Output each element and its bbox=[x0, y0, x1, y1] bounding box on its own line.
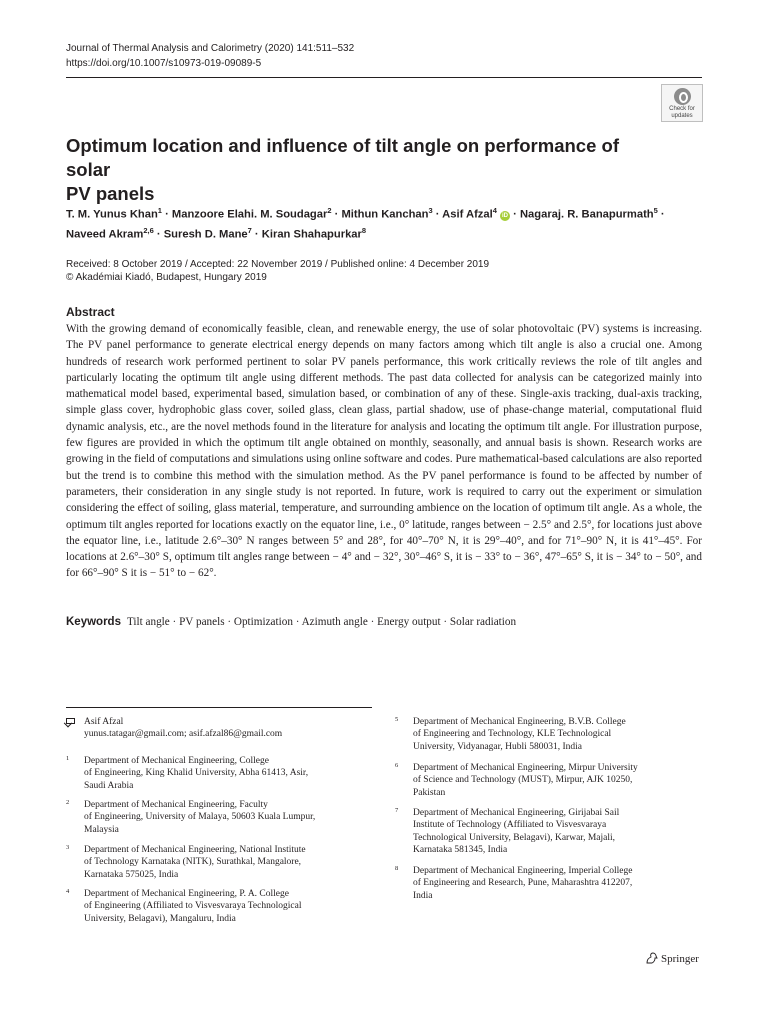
affiliation-line: Department of Mechanical Engineering, B.V.B. College bbox=[413, 717, 626, 727]
springer-horse-icon bbox=[645, 952, 658, 964]
affiliation-5 bbox=[395, 716, 695, 756]
affiliation-line: of Engineering, University of Malaya, 50603 Kuala Lumpur, bbox=[84, 812, 316, 823]
affiliation-number: 3 bbox=[66, 844, 70, 851]
affiliation-line: Department of Mechanical Engineering, P. A. College bbox=[84, 889, 289, 899]
affiliation-line: India bbox=[413, 890, 433, 901]
author-separator: · bbox=[657, 208, 665, 221]
affiliation-number: 6 bbox=[395, 762, 399, 769]
journal-citation: Journal of Thermal Analysis and Calorimetry (2020) 141:511–532 bbox=[66, 43, 355, 54]
footnote-rule bbox=[66, 707, 372, 708]
affiliation-line: Department of Mechanical Engineering, Girijabai Sail bbox=[413, 808, 620, 818]
author-separator: · bbox=[251, 228, 262, 241]
publisher-logo bbox=[645, 952, 699, 966]
affiliation-line: Technological University, Belagavi), Karwar, Majali, bbox=[413, 832, 615, 843]
affiliation-line: Karnataka 575025, India bbox=[84, 869, 179, 880]
author-affil: 7 bbox=[247, 225, 252, 235]
affiliation-line: Department of Mechanical Engineering, Imperial College bbox=[413, 866, 633, 876]
author-name: Suresh D. Mane bbox=[163, 228, 248, 241]
publication-dates bbox=[66, 258, 489, 284]
affiliation-line: Saudi Arabia bbox=[84, 780, 134, 791]
crossmark-badge[interactable] bbox=[661, 84, 703, 122]
affiliation-line: Institute of Technology (Affiliated to Visvesvaraya bbox=[413, 820, 607, 831]
affiliation-number: 8 bbox=[395, 865, 399, 872]
orcid-icon[interactable]: iD bbox=[502, 212, 509, 219]
author-separator: · bbox=[161, 208, 172, 221]
author-name: Asif Afzal bbox=[442, 208, 493, 221]
author-affil: 2,6 bbox=[143, 225, 154, 235]
author-line-2 bbox=[66, 223, 706, 243]
affiliation-line: Department of Mechanical Engineering, Faculty bbox=[84, 800, 268, 810]
affiliation-2 bbox=[66, 799, 366, 839]
paper-title bbox=[66, 134, 666, 206]
affiliation-line: Department of Mechanical Engineering, National Institute bbox=[84, 845, 306, 855]
affiliation-3 bbox=[66, 844, 366, 884]
affiliation-line: Department of Mechanical Engineering, College bbox=[84, 756, 269, 766]
affiliation-number: 2 bbox=[66, 799, 70, 806]
author-separator: · bbox=[153, 228, 164, 241]
affiliation-line: of Engineering and Research, Pune, Maharashtra 412207, bbox=[413, 878, 633, 889]
affiliation-number: 7 bbox=[395, 807, 399, 814]
author-name: T. M. Yunus Khan bbox=[66, 208, 158, 221]
affiliation-number: 1 bbox=[66, 755, 70, 762]
author-affil: 1 bbox=[157, 206, 162, 215]
copyright-line: © Akadémiai Kiadó, Budapest, Hungary 2019 bbox=[66, 272, 267, 283]
abstract-heading: Abstract bbox=[66, 305, 115, 319]
affiliation-line: of Engineering (Affiliated to Visvesvaraya Technological bbox=[84, 901, 302, 912]
author-affil: 3 bbox=[428, 206, 433, 215]
keywords-heading: Keywords bbox=[66, 616, 121, 628]
author-affil: 2 bbox=[327, 206, 332, 215]
affiliation-line: Pakistan bbox=[413, 787, 446, 798]
author-line-1 bbox=[66, 203, 706, 223]
doi-link[interactable]: https://doi.org/10.1007/s10973-019-09089-5 bbox=[66, 58, 262, 69]
affiliation-line: Department of Mechanical Engineering, Mirpur University bbox=[413, 763, 638, 773]
author-separator: · bbox=[331, 208, 342, 221]
author-affil: 5 bbox=[653, 206, 658, 215]
author-separator: · bbox=[510, 208, 520, 221]
author-affil: 4 bbox=[492, 206, 497, 215]
author-separator: · bbox=[432, 208, 443, 221]
affiliation-line: of Engineering, King Khalid University, Abha 61413, Asir, bbox=[84, 768, 309, 779]
abstract-text: With the growing demand of economically feasible, clean, and renewable energy, the use of solar photovoltaic (PV) systems is increasing. The PV panel performance to generate electrical energy depends on many factors among which tilt angle is also a crucial one. Among hundreds of research work performed pertinent to solar PV panels performance, this work critically reviews the role of tilt angles and particularly locating the optimum tilt angle using different methods. The past data collected for analysis can be categorized mainly into mathematical model based, experimental based, simulation based, or combination of any of these. Single-axis tracking, dual-axis tracking, simple glass cover, hydrophobic glass cover, soiled glass, clean glass, partial shadow, use of phase-change material, computational fluid dynamic analysis, etc., are the novel methods found in the literature for analysis and locating the optimum tilt angle. For illustration purpose, few figures are provided in which the optimum tilt angle obtained on monthly, seasonally, and annual basis is shown. Research works are growing in the field of computations and simulations using online software and codes. Pure mathematical-based calculations are also reported but the trend is to combine this method with the simulation method. As the PV panel performance is found to be affected by number of parameters, their consideration in any single study is not reported. In future, work is required to carry out the experiment or simulation considering the effect of soiling, glass material, temperature, and surrounding ambience on the location of optimum tilt angle. As a whole, the optimum tilt angles reported for locations exactly on the equator line, i.e., 0° latitude, ranges between − 2.5° and 2.5°, for locations just above the equator line, i.e., latitude 2.6°–30° N ranges between 5° and 28°, for 40°–70° N, it is 29°–40°, and for 71°–90° N, it is 41°–45°. For locations at 2.6°–30° S, optimum tilt angles range between − 4° and − 32°, 30°–46° S, it is − 33° to − 36°, 47°–65° S, it is − 34° to − 50°, and for 66°–90° S it is − 51° to − 62°. bbox=[66, 323, 702, 580]
author-affil: 8 bbox=[361, 225, 367, 235]
affiliation-6 bbox=[395, 762, 695, 802]
author-name: Mithun Kanchan bbox=[341, 208, 429, 221]
corresponding-emails[interactable]: yunus.tatagar@gmail.com; asif.afzal86@gmail.com bbox=[84, 729, 283, 740]
crossmark-icon bbox=[674, 88, 691, 105]
affiliation-4 bbox=[66, 888, 366, 928]
history-line: Received: 8 October 2019 / Accepted: 22 November 2019 / Published online: 4 December 2019 bbox=[66, 259, 490, 270]
keywords bbox=[66, 614, 702, 630]
affiliation-line: of Science and Technology (MUST), Mirpur, AJK 10250, bbox=[413, 775, 633, 786]
affiliation-number: 4 bbox=[66, 888, 70, 895]
author-name: Nagaraj. R. Banapurmath bbox=[519, 208, 654, 221]
author-name: Manzoore Elahi. M. Soudagar bbox=[171, 208, 328, 221]
correspondence-note bbox=[66, 716, 366, 742]
affiliation-1 bbox=[66, 755, 366, 795]
affiliation-line: Malaysia bbox=[84, 824, 119, 835]
publisher-name: Springer bbox=[661, 953, 699, 965]
author-name: Kiran Shahapurkar bbox=[261, 228, 362, 241]
crossmark-line1: Check for bbox=[669, 106, 695, 112]
affiliation-line: of Engineering and Technology, KLE Technological bbox=[413, 729, 612, 740]
keywords-text: Tilt angle · PV panels · Optimization · Azimuth angle · Energy output · Solar radiation bbox=[126, 616, 517, 628]
title-line-2: PV panels bbox=[66, 183, 155, 204]
affiliation-line: Karnataka 581345, India bbox=[413, 844, 508, 855]
header-rule bbox=[66, 77, 702, 78]
journal-header bbox=[66, 41, 354, 71]
affiliation-line: of Technology Karnataka (NITK), Surathkal, Mangalore, bbox=[84, 857, 302, 868]
affiliation-line: University, Vidyanagar, Hubli 580031, India bbox=[413, 741, 582, 752]
author-name: Naveed Akram bbox=[66, 228, 144, 241]
affiliation-7 bbox=[395, 807, 695, 859]
author-list bbox=[66, 203, 706, 242]
affiliation-line: University, Belagavi), Mangaluru, India bbox=[84, 913, 236, 924]
corresponding-author: Asif Afzal bbox=[84, 717, 124, 727]
title-line-1: Optimum location and influence of tilt angle on performance of solar bbox=[66, 135, 619, 180]
crossmark-line2: updates bbox=[671, 113, 693, 119]
affiliation-8 bbox=[395, 865, 695, 905]
affiliation-number: 5 bbox=[395, 716, 399, 723]
envelope-icon bbox=[66, 718, 75, 724]
